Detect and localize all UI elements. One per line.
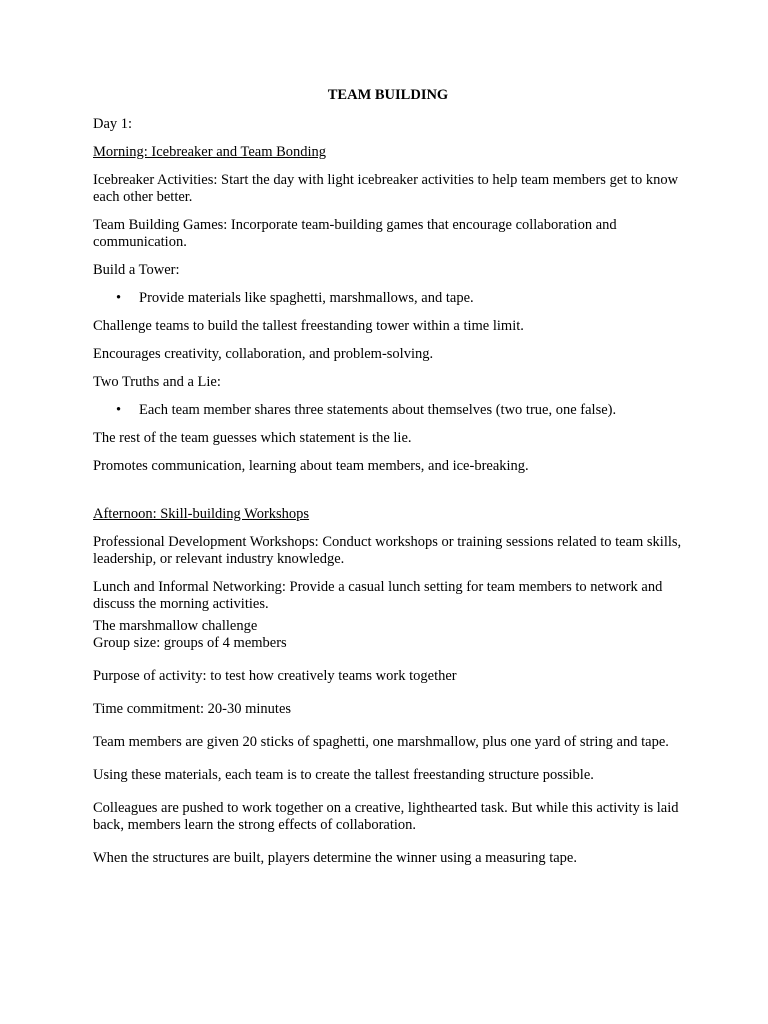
icebreaker-paragraph: Icebreaker Activities: Start the day with light icebreaker activities to help team members get to know each other better. [93, 172, 679, 205]
truths-guess: The rest of the team guesses which statement is the lie. [93, 430, 412, 446]
document-title: TEAM BUILDING [327, 87, 449, 103]
materials-paragraph: Team members are given 20 sticks of spaghetti, one marshmallow, plus one yard of string and tape. [93, 734, 669, 750]
tower-list [93, 290, 683, 307]
tower-encourages: Encourages creativity, collaboration, and problem-solving. [93, 346, 434, 362]
tower-challenge: Challenge teams to build the tallest freestanding tower within a time limit. [93, 318, 524, 334]
colleagues-paragraph: Colleagues are pushed to work together on a creative, lighthearted task. But while this activity is laid back, members learn the strong effects of collaboration. [93, 800, 679, 833]
truths-heading: Two Truths and a Lie: [93, 374, 221, 390]
using-paragraph: Using these materials, each team is to create the tallest freestanding structure possible. [93, 767, 594, 783]
afternoon-heading: Afternoon: Skill-building Workshops [93, 506, 310, 522]
document-body [93, 87, 683, 878]
winner-paragraph: When the structures are built, players determine the winner using a measuring tape. [93, 850, 577, 866]
purpose: Purpose of activity: to test how creatively teams work together [93, 668, 457, 684]
challenge-title: The marshmallow challenge [93, 618, 258, 634]
time-commitment: Time commitment: 20-30 minutes [93, 701, 292, 717]
day-label: Day 1: [93, 116, 133, 132]
group-size: Group size: groups of 4 members [93, 635, 287, 651]
tower-bullet-item: • Provide materials like spaghetti, marshmallows, and tape. [93, 290, 683, 307]
truths-list [93, 402, 683, 419]
truths-promotes: Promotes communication, learning about team members, and ice-breaking. [93, 458, 529, 474]
truths-bullet-item: • Each team member shares three statements about themselves (two true, one false). [93, 402, 683, 419]
lunch-paragraph: Lunch and Informal Networking: Provide a casual lunch setting for team members to network and discuss the morning activities. [93, 579, 663, 612]
morning-heading: Morning: Icebreaker and Team Bonding [93, 144, 327, 160]
workshops-paragraph: Professional Development Workshops: Conduct workshops or training sessions related to team skills, leadership, or relevant industry knowledge. [93, 534, 682, 567]
tower-heading: Build a Tower: [93, 262, 180, 278]
games-paragraph: Team Building Games: Incorporate team-building games that encourage collaboration and communication. [93, 217, 617, 250]
